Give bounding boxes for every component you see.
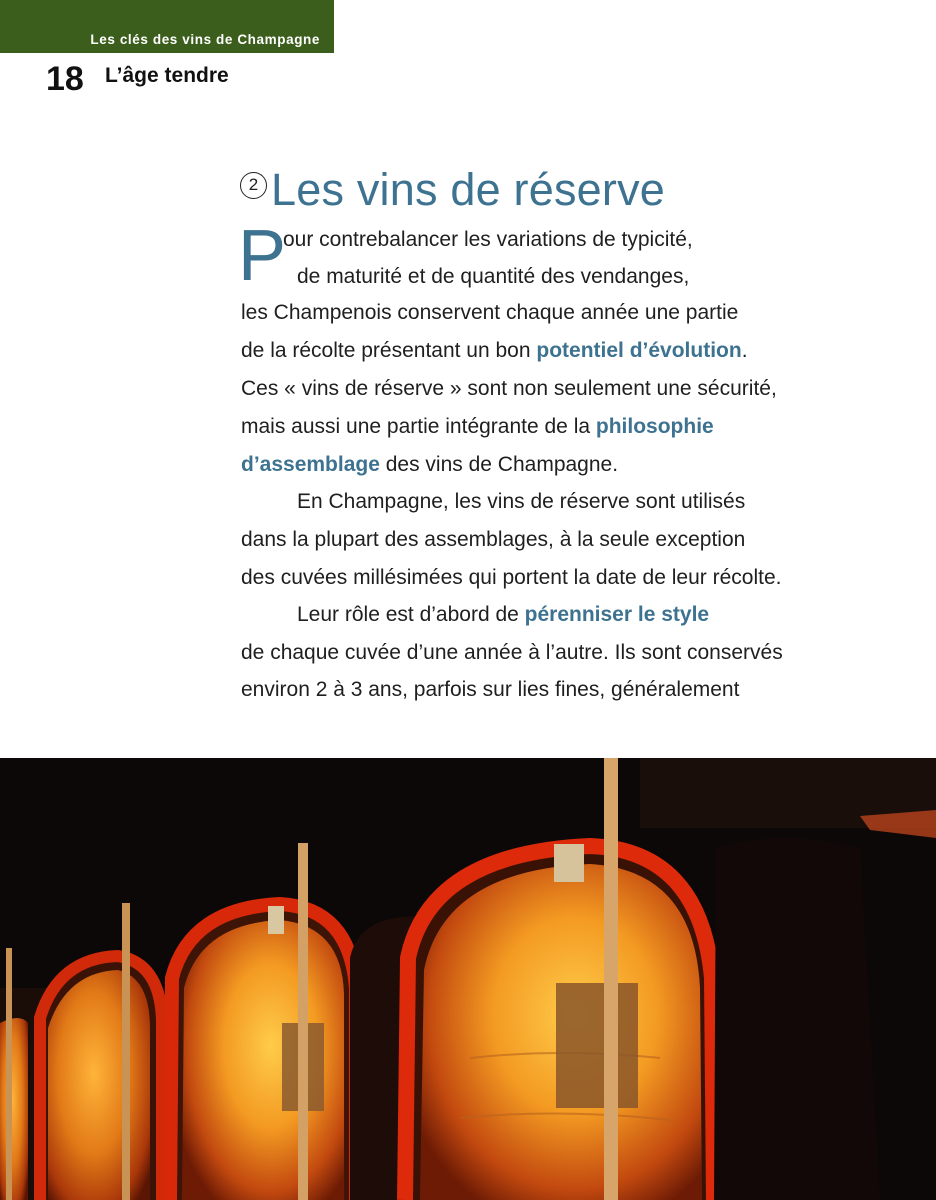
highlight-term: pérenniser le style xyxy=(524,603,710,626)
highlight-term: d’assemblage xyxy=(241,453,380,476)
text-line: Ces « vins de réserve » sont non seulement une sécurité, xyxy=(241,377,777,400)
text-line: de chaque cuvée d’une année à l’autre. Ils sont conservés xyxy=(241,641,783,664)
text-line: our contrebalancer les variations de typicité, xyxy=(283,228,693,251)
text-line: environ 2 à 3 ans, parfois sur lies fines, généralement xyxy=(241,678,740,701)
running-title-band xyxy=(0,0,334,53)
text-line: d’assemblage des vins de Champagne. xyxy=(241,453,619,476)
text-line: Leur rôle est d’abord de pérenniser le style xyxy=(297,603,710,626)
text-line: des cuvées millésimées qui portent la date de leur récolte. xyxy=(241,566,782,589)
page-number: 18 xyxy=(46,60,84,98)
text-line: dans la plupart des assemblages, à la seule exception xyxy=(241,528,746,551)
section-heading xyxy=(240,162,665,218)
chapter-title: L’âge tendre xyxy=(105,64,229,87)
text-line: En Champagne, les vins de réserve sont utilisés xyxy=(297,490,746,513)
wine-barrels-photo xyxy=(0,758,936,1200)
running-title: Les clés des vins de Champagne xyxy=(90,32,320,47)
text-line: les Champenois conservent chaque année une partie xyxy=(241,301,739,324)
drop-cap: P xyxy=(238,216,287,296)
highlight-term: philosophie xyxy=(595,415,714,438)
highlight-term: potentiel d’évolution xyxy=(536,339,742,362)
section-number-badge: 2 xyxy=(240,172,267,199)
section-title: Les vins de réserve xyxy=(271,164,665,215)
text-line: mais aussi une partie intégrante de la philosophie xyxy=(241,415,714,438)
text-line: de maturité et de quantité des vendanges, xyxy=(297,265,690,288)
text-line: de la récolte présentant un bon potentiel d’évolution. xyxy=(241,339,748,362)
